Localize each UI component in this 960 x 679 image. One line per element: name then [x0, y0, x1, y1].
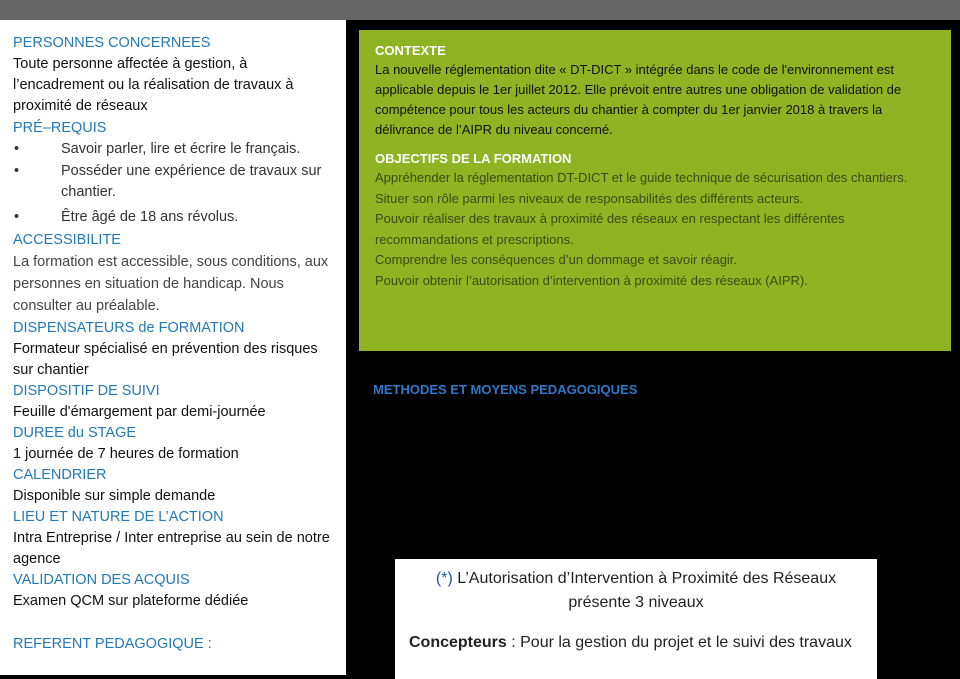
- list-item: • Savoir parler, lire et écrire le français.: [13, 139, 335, 160]
- aipr-box-title: (*) L’Autorisation d’Intervention à Proximité des Réseaux présente 3 niveaux: [435, 570, 837, 611]
- contexte-heading: CONTEXTE: [375, 43, 446, 58]
- left-column: [0, 20, 346, 675]
- personnes-text: Toute personne affectée à gestion, à l’encadrement ou la réalisation de travaux à proximité de réseaux: [13, 56, 294, 114]
- objectif-item: Appréhender la réglementation DT-DICT et le guide technique de sécurisation des chantiers.: [375, 170, 908, 185]
- lieu-heading: LIEU ET NATURE DE L’ACTION: [13, 509, 224, 525]
- concepteurs-text: Concepteurs : Pour la gestion du projet et le suivi des travaux: [409, 634, 852, 651]
- accessibilite-heading: ACCESSIBILITE: [13, 232, 121, 248]
- contexte-text: La nouvelle réglementation dite « DT-DICT » intégrée dans le code de l'environnement est applicable depuis le 1er juillet 2012. Elle prévoit entre autres une obligation de validation de compétence pour tous les acteurs du chantier à compter du 1er janvier 2018 à travers la délivrance de l’AIPR du niveau concerné.: [375, 62, 902, 137]
- calendrier-text: Disponible sur simple demande: [13, 488, 216, 504]
- objectifs-heading: OBJECTIFS DE LA FORMATION: [375, 151, 572, 166]
- list-item: • Posséder une expérience de travaux sur chantier.: [14, 163, 322, 200]
- bullet: •: [14, 209, 20, 225]
- objectif-item: Pouvoir réaliser des travaux à proximité des réseaux en respectant les différentes recommandations et prescriptions.: [375, 211, 845, 247]
- objectif-item: Situer son rôle parmi les niveaux de responsabilités des différents acteurs.: [375, 190, 804, 206]
- aipr-info-box: [395, 559, 877, 679]
- prerequis-heading: PRÉ–REQUIS: [13, 120, 107, 136]
- lieu-text: Intra Entreprise / Inter entreprise au sein de notre agence: [13, 530, 330, 567]
- duree-heading: DUREE du STAGE: [13, 425, 137, 441]
- dispensateurs-heading: DISPENSATEURS de FORMATION: [13, 320, 245, 336]
- list-item: • Être âgé de 18 ans révolus.: [13, 207, 335, 228]
- duree-text: 1 journée de 7 heures de formation: [13, 446, 239, 462]
- objectif-item: Comprendre les conséquences d’un dommage et savoir réagir.: [375, 252, 738, 267]
- methodes-heading: METHODES ET MOYENS PEDAGOGIQUES: [373, 382, 638, 397]
- prerequis-list: [13, 139, 335, 228]
- contexte-objectifs-panel: [359, 30, 951, 351]
- concepteurs-label: Concepteurs: [409, 634, 507, 651]
- bullet: •: [14, 163, 20, 179]
- top-bar: [0, 0, 960, 20]
- suivi-text: Feuille d'émargement par demi-journée: [13, 404, 266, 420]
- accessibilite-text: La formation est accessible, sous conditions, aux personnes en situation de handicap. Nous consulter au préalable.: [13, 254, 329, 314]
- calendrier-heading: CALENDRIER: [13, 467, 107, 483]
- validation-text: Examen QCM sur plateforme dédiée: [13, 593, 249, 609]
- suivi-heading: DISPOSITIF DE SUIVI: [13, 383, 160, 399]
- bullet: •: [14, 141, 20, 157]
- objectif-item: Pouvoir obtenir l’autorisation d’intervention à proximité des réseaux (AIPR).: [375, 272, 808, 288]
- validation-heading: VALIDATION DES ACQUIS: [13, 572, 190, 588]
- asterisk-note: (*): [435, 570, 453, 587]
- referent-heading: REFERENT PEDAGOGIQUE :: [13, 636, 212, 652]
- dispensateurs-text: Formateur spécialisé en prévention des risques sur chantier: [13, 341, 318, 378]
- personnes-heading: PERSONNES CONCERNEES: [13, 35, 211, 51]
